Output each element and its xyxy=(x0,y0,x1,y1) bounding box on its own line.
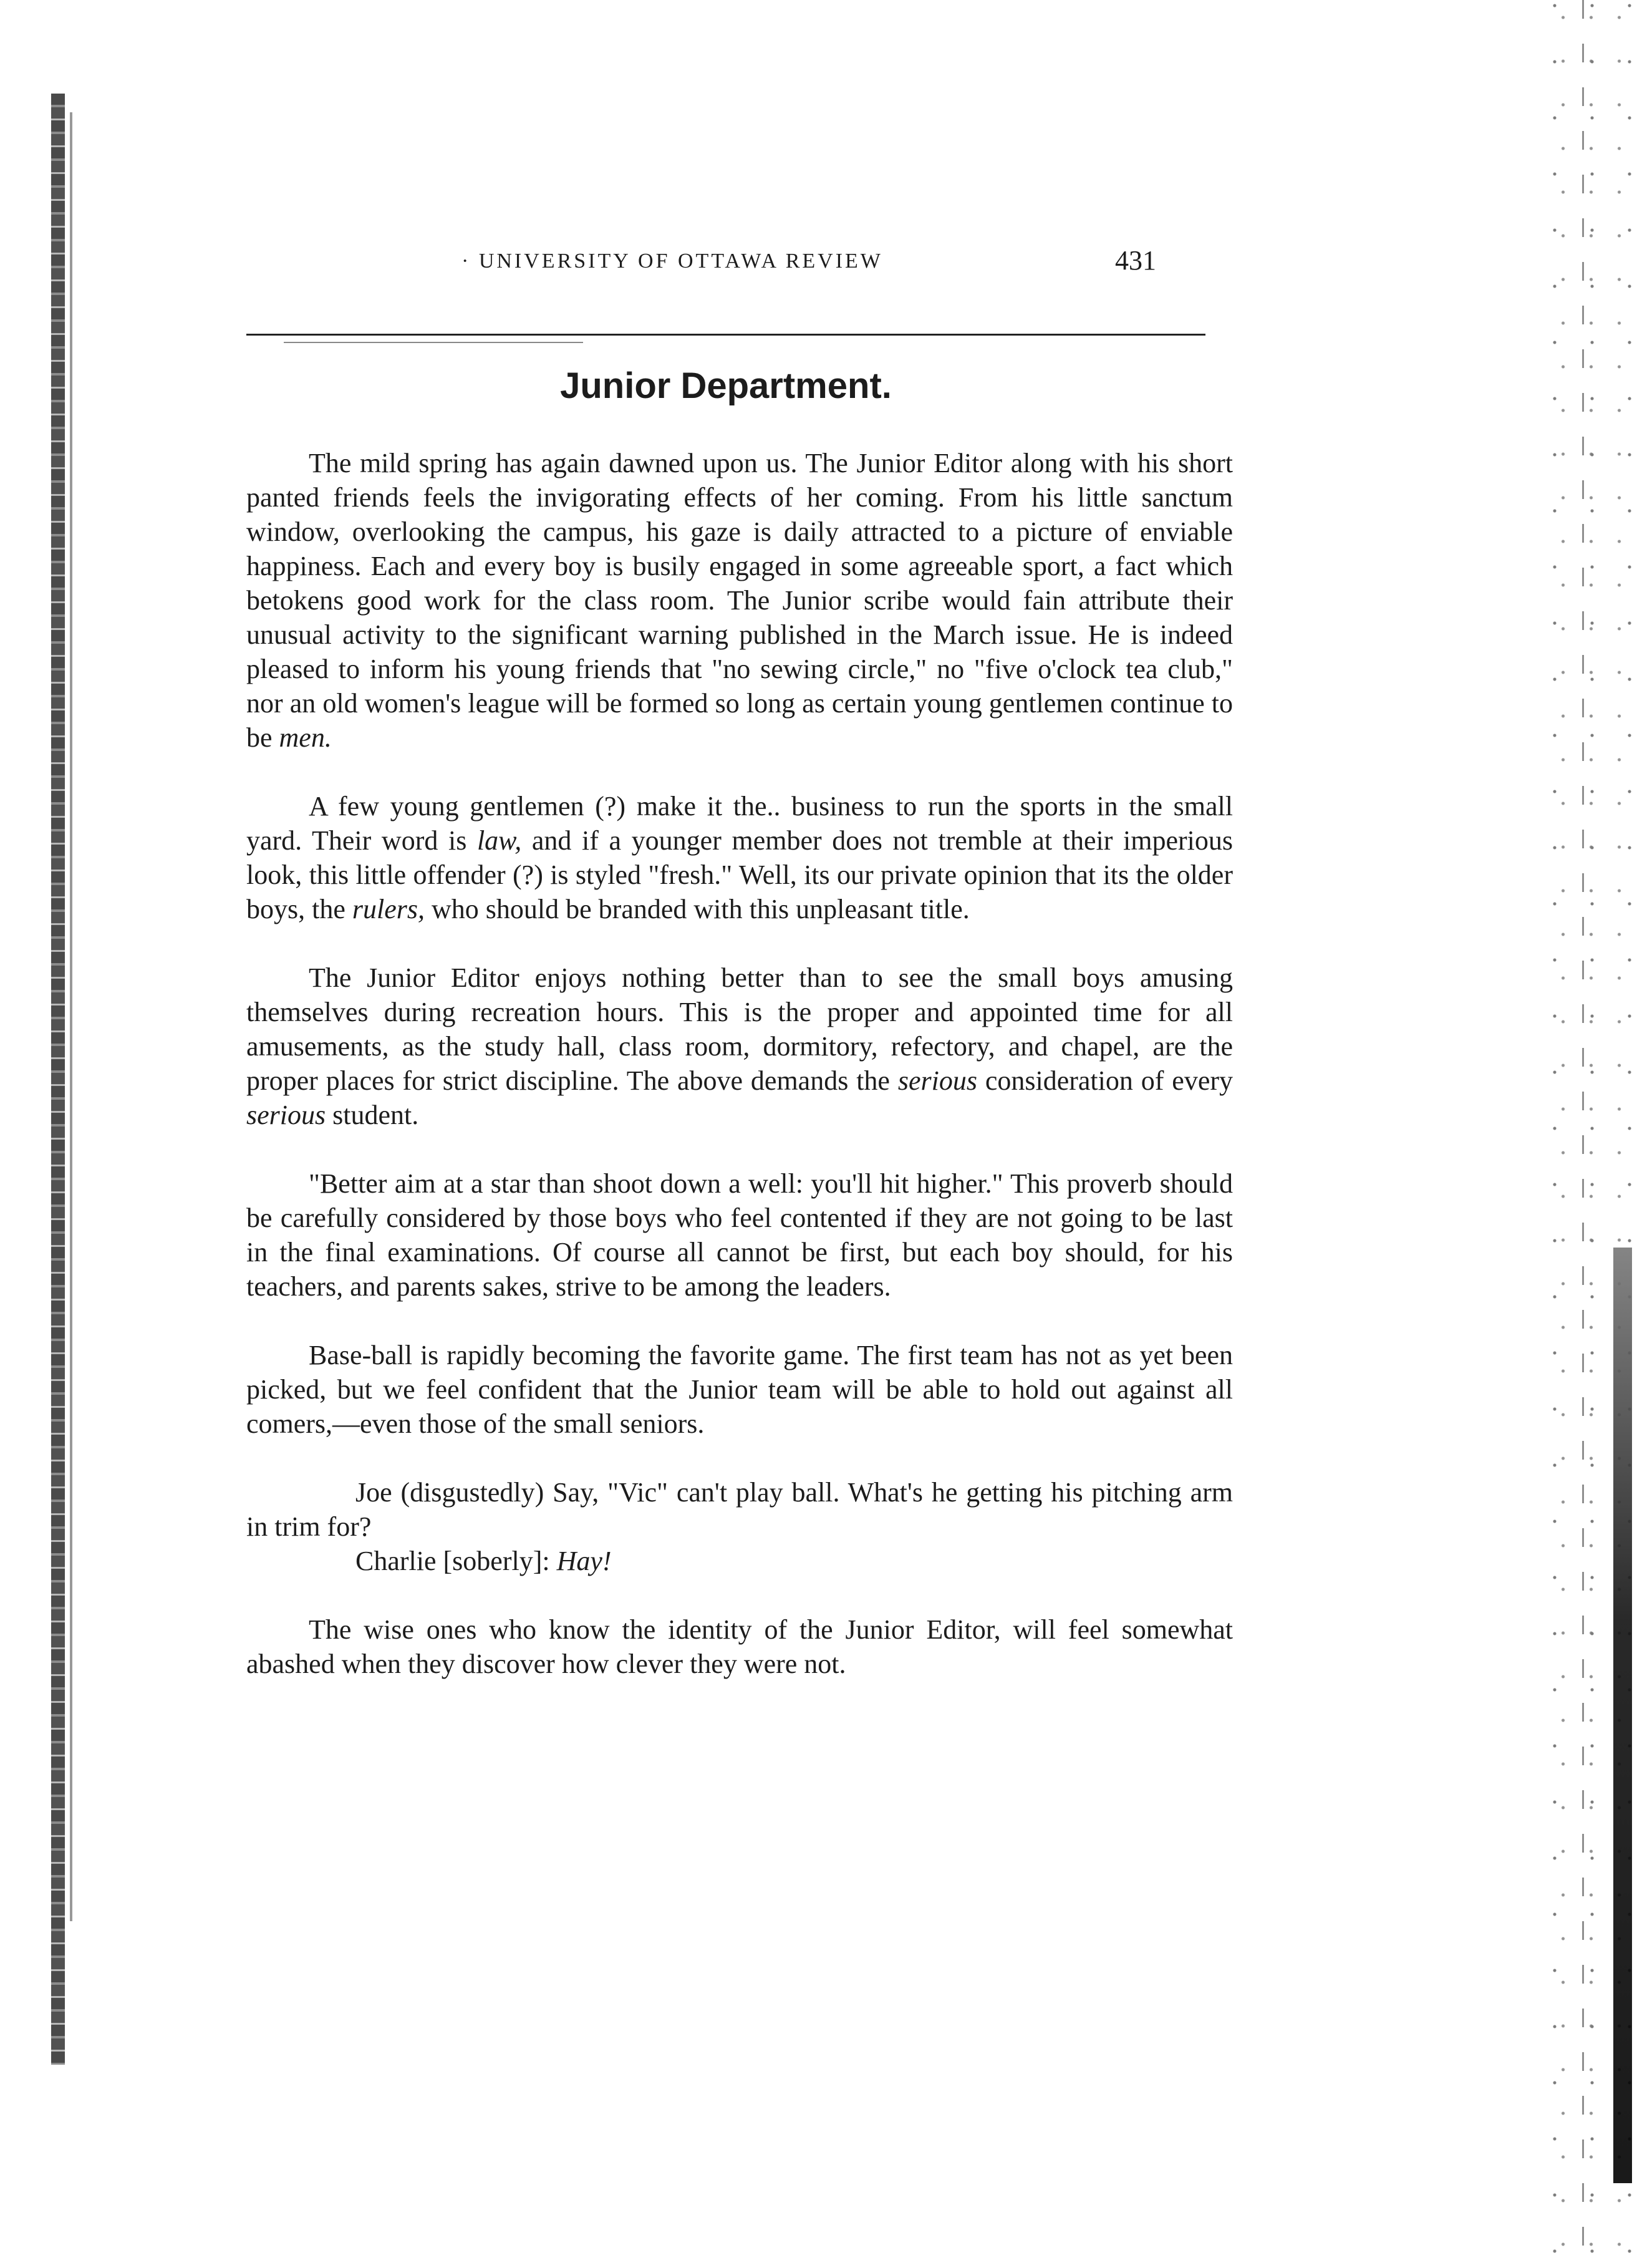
dialog-charlie xyxy=(246,1544,1233,1578)
page-number: 431 xyxy=(1115,245,1156,276)
scan-right-edge-line xyxy=(1582,0,1584,2268)
dialog-joe: Joe (disgustedly) Say, "Vic" can't play ball. What's he getting his pitching arm in trim for? xyxy=(246,1477,1233,1542)
paragraph-sports xyxy=(246,789,1233,926)
paragraph-text: student. xyxy=(326,1100,419,1130)
paragraph-text: The Junior Editor enjoys nothing better than to see the small boys amusing themselves during recreation hours. This is the proper and appointed time for all amusements, as the study hall, class room, dormitory, refectory, and chapel, are the proper places for strict discipline. The above demands the xyxy=(246,962,1233,1096)
paragraph-proverb: "Better aim at a star than shoot down a well: you'll hit higher." This proverb should be carefully considered by those boys who feel contented if they are not going to be last in the final examinations. Of course all cannot be first, but each boy should, for his teachers, and parents sakes, strive to be among the leaders. xyxy=(246,1168,1233,1302)
running-head xyxy=(246,245,1244,287)
paragraph-closing: The wise ones who know the identity of the Junior Editor, will feel somewhat abashed when they discover how clever they were not. xyxy=(246,1614,1233,1679)
running-title: · UNIVERSITY OF OTTAWA REVIEW xyxy=(461,250,883,273)
scan-left-edge-line xyxy=(70,112,72,1921)
paragraph-text: A few young gentlemen (?) make it the.. business to run the sports in the small yard. Their word is xyxy=(246,791,1233,856)
header-rule-shadow xyxy=(284,342,583,343)
paragraph-text: who should be branded with this unpleasant title. xyxy=(425,894,970,924)
paragraph-emphasis: law, xyxy=(476,825,522,856)
section-title: Junior Department. xyxy=(560,366,892,406)
dialog-emphasis: Hay! xyxy=(556,1546,612,1576)
paragraph-emphasis: serious xyxy=(897,1065,977,1096)
paragraph-baseball: Base-ball is rapidly becoming the favorite game. The first team has not as yet been picked, but we feel confident that the Junior team will be able to hold out against all comers,—even those of the small seniors. xyxy=(246,1340,1233,1439)
paragraph-text: consideration of every xyxy=(977,1065,1233,1096)
scan-left-edge xyxy=(51,94,65,2065)
article-body xyxy=(246,446,1233,1715)
scan-right-edge-bar xyxy=(1613,1248,1632,2183)
paragraph-emphasis: rulers, xyxy=(352,894,425,924)
header-rule xyxy=(246,334,1205,336)
paragraph-emphasis: serious xyxy=(246,1100,326,1130)
paragraph-emphasis: men. xyxy=(279,722,332,753)
document-page xyxy=(246,245,1244,1679)
paragraph-spring xyxy=(246,446,1233,755)
paragraph-text: The mild spring has again dawned upon us. The Junior Editor along with his short panted friends feels the invigorating effects of her coming. From his little sanctum window, overlooking the campus, his gaze is daily attracted to a picture of enviable happiness. Each and every boy is busily engaged in some agreeable sport, a fact which betokens good work for the class room. The Junior scribe would fain attribute their unusual activity to the significant warning published in the March issue. He is indeed pleased to inform his young friends that "no sewing circle," no "five o'clock tea club," nor an old women's league will be formed so long as certain young gentlemen continue to be xyxy=(246,448,1233,753)
dialog-speaker: Charlie [soberly]: xyxy=(355,1546,557,1576)
paragraph-text: and if a younger member does not tremble at their imperious look, this little offender (?) is styled "fresh." Well, its our private opinion that its the older boys, the xyxy=(246,825,1233,924)
paragraph-recreation xyxy=(246,961,1233,1132)
